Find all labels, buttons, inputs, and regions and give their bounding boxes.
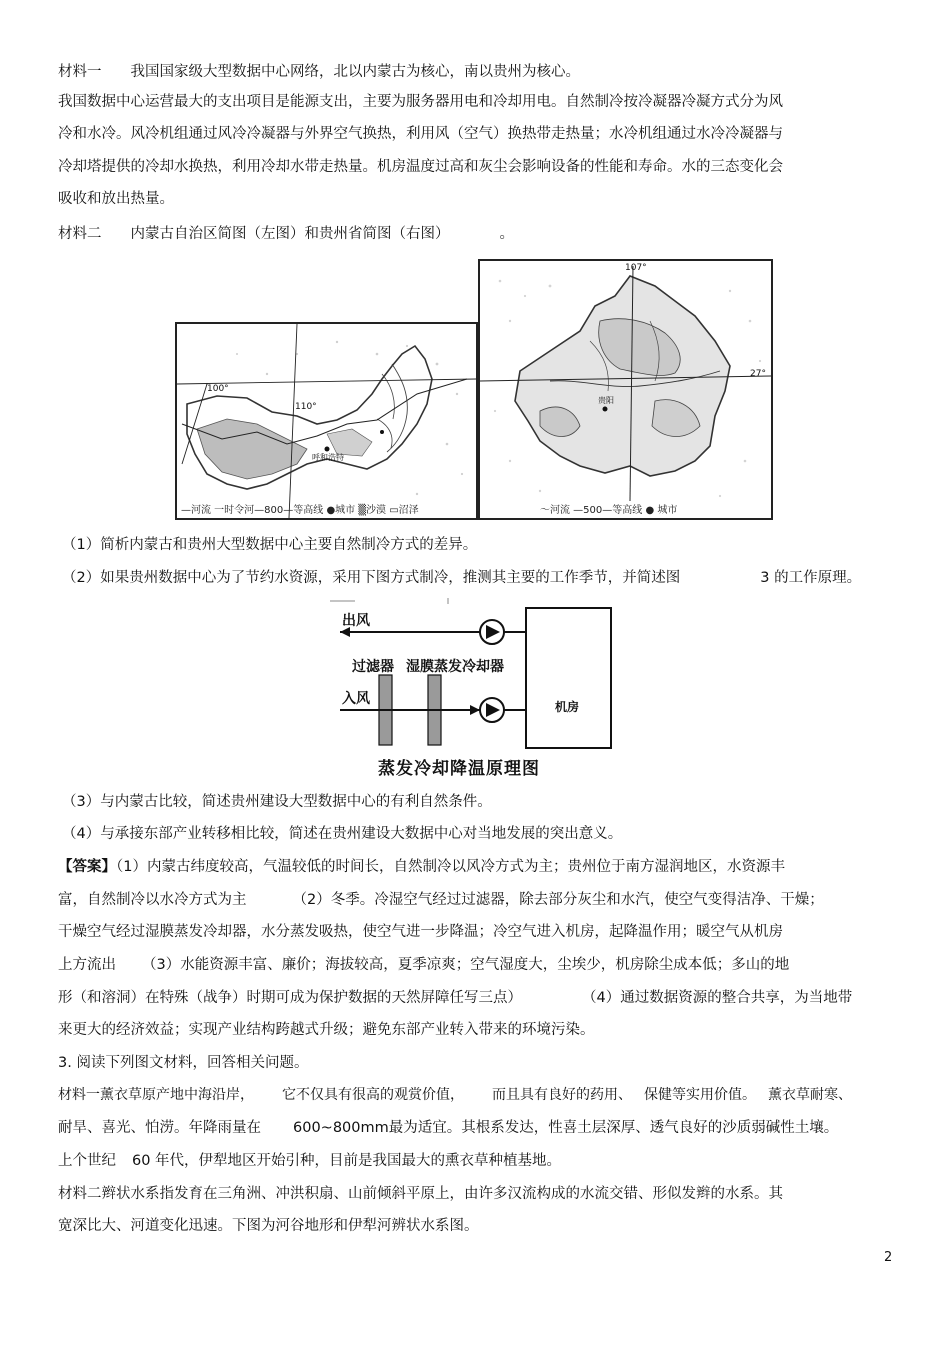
material-text: 耐旱、喜光、怕涝。年降雨量在 bbox=[58, 1120, 261, 1136]
filter-label: 过滤器 bbox=[352, 659, 394, 675]
answer-text: 富，自然制冷以水冷方式为主 bbox=[58, 892, 247, 908]
material-text: 材料一薰衣草原产地中海沿岸， bbox=[58, 1087, 254, 1103]
out-air-label: 出风 bbox=[342, 613, 370, 629]
material-line bbox=[58, 1085, 852, 1105]
server-room-label: 机房 bbox=[555, 700, 580, 714]
answer-text: （3）水能资源丰富、廉价；海拔较高，夏季凉爽；空气湿度大，尘埃少，机房除尘成本低；多山的地 bbox=[142, 957, 790, 973]
material-text: 保健等实用价值。 bbox=[644, 1087, 756, 1103]
material-line: 材料二辫状水系指发育在三角洲、冲洪积扇、山前倾斜平原上，由许多汉流构成的水流交错、形似发辫的水系。其 bbox=[58, 1186, 783, 1202]
inner-mongolia-map bbox=[175, 322, 478, 520]
material-text: 600~800mm最为适宜。其根系发达，性喜土层深厚、透气良好的沙质弱碱性土壤。 bbox=[293, 1120, 839, 1136]
answer-text: 上方流出 bbox=[58, 957, 116, 973]
material-text: 薰衣草耐寒、 bbox=[768, 1087, 852, 1103]
material-text: 而且具有良好的药用、 bbox=[492, 1087, 632, 1103]
answer-tag: 【答案】 bbox=[58, 859, 116, 875]
answer-line bbox=[58, 890, 824, 910]
body-line: 吸收和放出热量。 bbox=[58, 191, 174, 207]
city-label: 呼和浩特 bbox=[312, 453, 344, 462]
material-line bbox=[58, 1118, 838, 1138]
material-text: 60 年代，伊犁地区开始引种，目前是我国最大的熏衣草种植基地。 bbox=[132, 1153, 562, 1169]
answer-line: 干燥空气经过湿膜蒸发冷却器，水分蒸发吸热，使空气进一步降温；冷空气进入机房，起降温作用；暖空气从机房 bbox=[58, 924, 783, 940]
question-1: （1）简析内蒙古和贵州大型数据中心主要自然制冷方式的差异。 bbox=[62, 537, 478, 553]
page-number: 2 bbox=[884, 1250, 893, 1265]
in-air-label: 入风 bbox=[342, 691, 370, 707]
section-3-heading: 3. 阅读下列图文材料，回答相关问题。 bbox=[58, 1055, 309, 1071]
answer-text: 形（和溶洞）在特殊（战争）时期可成为保护数据的天然屏障任写三点） bbox=[58, 990, 522, 1006]
answer-text: （4）通过数据资源的整合共享，为当地带 bbox=[582, 990, 853, 1006]
answer-line: 来更大的经济效益；实现产业结构跨越式升级；避免东部产业转入带来的环境污染。 bbox=[58, 1022, 595, 1038]
cooler-label: 湿膜蒸发冷却器 bbox=[406, 659, 504, 675]
body-line: 我国数据中心运营最大的支出项目是能源支出，主要为服务器用电和冷却用电。自然制冷按冷凝器冷凝方式分为风 bbox=[58, 94, 783, 110]
inner-mongolia-map-drawing bbox=[177, 324, 476, 518]
material-text: 它不仅具有很高的观赏价值， bbox=[282, 1087, 464, 1103]
material2-period: 。 bbox=[499, 226, 514, 242]
map-legend: —河流 一时令河—800—等高线 ●城市 ▒沙漠 ▭沼泽 bbox=[181, 505, 419, 516]
diagram-title: 蒸发冷却降温原理图 bbox=[378, 759, 540, 779]
body-line: 冷却塔提供的冷却水换热，利用冷却水带走热量。机房温度过高和灰尘会影响设备的性能和寿命。水的三态变化会 bbox=[58, 159, 783, 175]
answer-line bbox=[58, 955, 789, 975]
material-text: 上个世纪 bbox=[58, 1153, 116, 1169]
question-2-tail: 3 的工作原理。 bbox=[760, 570, 862, 586]
city-label: 贵阳 bbox=[598, 396, 614, 405]
longitude-label: 100° bbox=[207, 384, 229, 394]
answer-text: （1）内蒙古纬度较高，气温较低的时间长，自然制冷以风冷方式为主；贵州位于南方湿润地区，水资源丰 bbox=[116, 859, 785, 875]
answer-line bbox=[58, 988, 852, 1008]
latitude-label: 27° bbox=[750, 369, 766, 379]
material-line: 宽深比大、河道变化迅速。下图为河谷地形和伊犁河辨状水系图。 bbox=[58, 1218, 479, 1234]
material2-line bbox=[58, 224, 514, 244]
answer-text: （2）冬季。冷湿空气经过过滤器，除去部分灰尘和水汽，使空气变得洁净、干燥； bbox=[292, 892, 824, 908]
body-line: 冷和水冷。风冷机组通过风冷冷凝器与外界空气换热，利用风（空气）换热带走热量；水冷机组通过水冷冷凝器与 bbox=[58, 126, 783, 142]
material-line bbox=[58, 1151, 561, 1171]
material2-text: 材料二 内蒙古自治区简图（左图）和贵州省简图（右图） bbox=[58, 226, 450, 242]
answer-line bbox=[58, 857, 785, 877]
guizhou-map bbox=[478, 259, 773, 520]
question-2-text: （2）如果贵州数据中心为了节约水资源，采用下图方式制冷，推测其主要的工作季节，并简述图 bbox=[62, 570, 681, 586]
question-3: （3）与内蒙古比较，简述贵州建设大型数据中心的有利自然条件。 bbox=[62, 794, 492, 810]
evaporative-cooling-diagram bbox=[330, 598, 615, 783]
guizhou-map-drawing bbox=[480, 261, 771, 518]
map-legend: ～河流 —500—等高线 ● 城市 bbox=[540, 505, 678, 516]
question-2 bbox=[62, 568, 861, 588]
material1-line: 材料一 我国国家级大型数据中心网络，北以内蒙古为核心，南以贵州为核心。 bbox=[58, 64, 580, 80]
longitude-label: 110° bbox=[295, 402, 317, 412]
question-4: （4）与承接东部产业转移相比较，简述在贵州建设大数据中心对当地发展的突出意义。 bbox=[62, 826, 623, 842]
longitude-label: 107° bbox=[625, 263, 647, 273]
